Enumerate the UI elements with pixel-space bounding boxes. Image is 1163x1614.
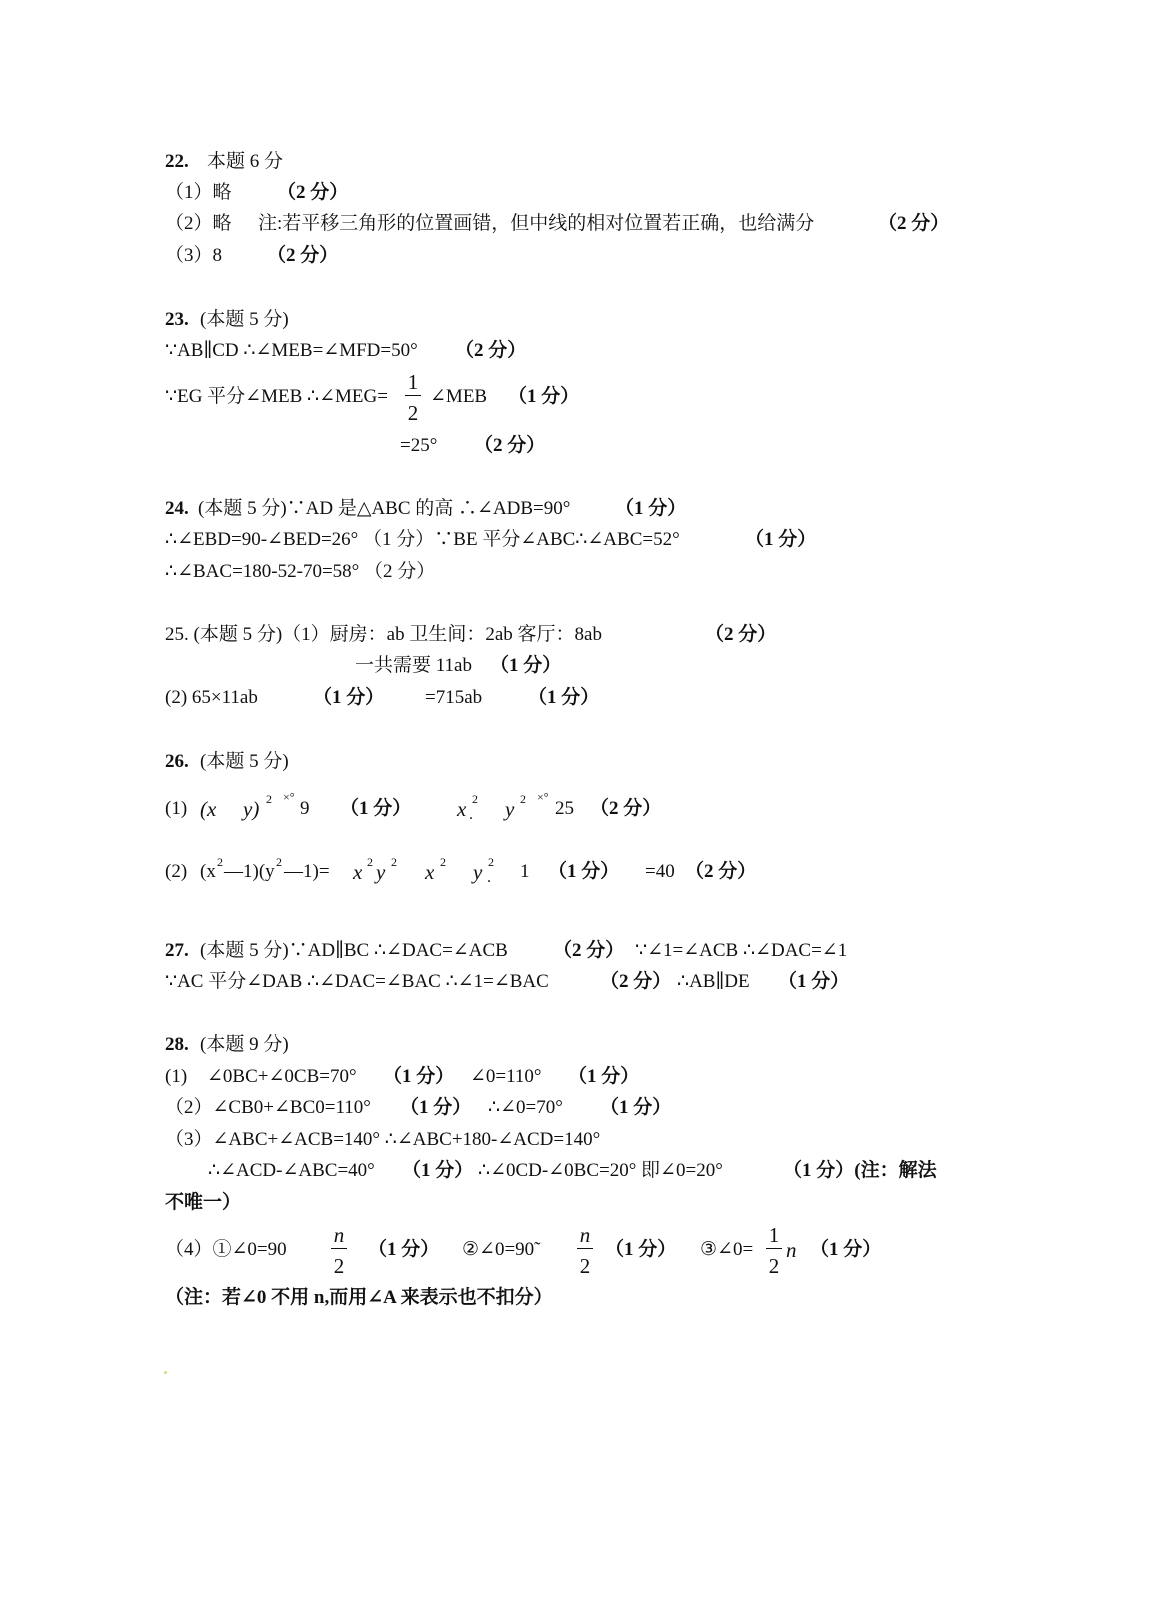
q26-line1-score1: （1 分） (340, 798, 412, 819)
fraction-numerator: n (333, 1223, 345, 1247)
q28-part4-a-text: （4）①∠0=90 (165, 1239, 287, 1260)
q28-line2-score1: （1 分） (400, 1097, 472, 1118)
q26-line2-part1: (x (200, 861, 216, 882)
q28-line6 (0, 1223, 1163, 1278)
q24-line1 (0, 497, 1163, 521)
q22-part2-answer: （2）略 (165, 213, 232, 234)
q26-line2-exp1: 2 (217, 855, 223, 869)
q22-title: 本题 6 分 (207, 151, 284, 172)
q23-line2-after: ∠MEB (430, 386, 488, 407)
q28-line4 (0, 1159, 1163, 1183)
q26-line2-exp2: 2 (276, 855, 282, 869)
q28-line2-mid: ∴∠0=70° (488, 1097, 563, 1118)
q23-line3-text: =25° (400, 435, 438, 456)
q25-line2-text: 一共需要 11ab (355, 655, 472, 676)
q22-part1-row (0, 181, 1163, 205)
q26-line1-open: (x (200, 797, 217, 821)
q28-line4-text: ∴∠ACD-∠ABC=40° (208, 1160, 375, 1181)
fraction-denominator: 2 (768, 1254, 780, 1278)
q25-line2 (0, 654, 1163, 678)
q25-line1-score: （2 分） (705, 624, 777, 645)
q22-part2-note: 注:若平移三角形的位置画错，但中线的相对位置若正确，也给满分 (258, 213, 815, 234)
q26-line2-exp5: 2 (440, 855, 446, 869)
q23-line2-score: （1 分） (508, 386, 580, 407)
q27-line2-score1: （2 分） (600, 971, 672, 992)
q28-line4-mid: ∴∠0CD-∠0BC=20° 即∠0=20° (478, 1160, 723, 1181)
q27-line2 (0, 970, 1163, 994)
fraction-denominator: 2 (333, 1254, 345, 1278)
q26-line2-x1: x (353, 860, 363, 884)
q26-line2-exp6: 2 (488, 855, 494, 869)
q23-line1-score: （2 分） (455, 340, 527, 361)
q23-line3-score: （2 分） (474, 435, 546, 456)
q26-line2-part3: —1)= (284, 861, 330, 882)
q22-part2-score: （2 分） (878, 213, 950, 234)
q28-line4-score2: （1 分）(注：解法 (783, 1160, 937, 1181)
q26-line1-x-exponent: 2 (472, 792, 478, 806)
q24-line2-score: （1 分） (745, 529, 817, 550)
q26-line1-close: y) (243, 797, 260, 821)
q28-line4-score1: （1 分） (402, 1160, 474, 1181)
q26-line2-exp4: 2 (391, 855, 397, 869)
q28-part4-c-score: （1 分） (810, 1239, 882, 1260)
q25-line3-score2: （1 分） (528, 687, 600, 708)
q27-line2-mid: ∴AB∥DE (677, 971, 750, 992)
q28-line1-label: (1) (165, 1066, 188, 1087)
q24-line2 (0, 528, 1163, 552)
q25-line2-score: （1 分） (490, 655, 562, 676)
q28-line3-text: （3）∠ABC+∠ACB=140° ∴∠ABC+180-∠ACD=140° (165, 1129, 601, 1150)
q27-line1-text: (本题 5 分)∵AD∥BC ∴∠DAC=∠ACB (200, 940, 508, 961)
q23-title: (本题 5 分) (200, 309, 289, 330)
q26-line1-y-exponent: 2 (520, 792, 526, 806)
q26-line2-exp3: 2 (367, 855, 373, 869)
q22-part2-row (0, 212, 1163, 236)
q26-line2-dot: . (487, 869, 491, 886)
q23-line1 (0, 339, 1163, 363)
fraction-bar (405, 395, 421, 396)
q24-line1-text: (本题 5 分)∵AD 是△ABC 的高 ∴∠ADB=90° (198, 498, 571, 519)
q26-line2-part2: —1)(y (224, 861, 275, 882)
q27-line2-score2: （1 分） (778, 971, 850, 992)
q27-line1-tail: ∵∠1=∠ACB ∴∠DAC=∠1 (635, 940, 848, 961)
q26-line1-label: (1) (165, 798, 188, 819)
q26-title-row (0, 750, 1163, 774)
q28-line1-mid: ∠0=110° (470, 1066, 542, 1087)
q26-line2-y2: y (473, 860, 483, 884)
fraction-numerator: n (579, 1223, 591, 1247)
q28-note-row (0, 1286, 1163, 1310)
q28-line3 (0, 1128, 1163, 1152)
q26-line2-x2: x (425, 860, 435, 884)
q23-line3 (0, 434, 1163, 458)
q26-line1-x: x (457, 797, 467, 821)
q28-line2-score2: （1 分） (600, 1097, 672, 1118)
q28-line1-score1: （1 分） (383, 1066, 455, 1087)
q26-line2-score1: （1 分） (548, 861, 620, 882)
q28-part4-b-text: ②∠0=90̃ (462, 1239, 535, 1260)
fraction-bar (331, 1248, 347, 1249)
q26-line2 (0, 855, 1163, 886)
q27-line1-score: （2 分） (553, 940, 625, 961)
q28-part4-c-variable: n (786, 1238, 797, 1262)
q23-title-row (0, 308, 1163, 332)
q27-number: 27. (165, 940, 189, 961)
q25-line3-result: =715ab (425, 687, 483, 708)
q22-part3-row (0, 244, 1163, 268)
q28-number: 28. (165, 1034, 189, 1055)
q22-title-row (0, 150, 1163, 174)
q28-title: (本题 9 分) (200, 1034, 289, 1055)
fraction-numerator: 1 (407, 370, 419, 394)
q25-line3-text: (2) 65×11ab (165, 687, 258, 708)
q25-line1-text: 25. (本题 5 分)（1）厨房：ab 卫生间：2ab 客厅：8ab (165, 624, 602, 645)
q24-line1-score: （1 分） (615, 498, 687, 519)
q28-line1-score2: （1 分） (568, 1066, 640, 1087)
q28-part4-c-text: ③∠0= (700, 1239, 754, 1260)
q28-line5 (0, 1191, 1163, 1215)
q26-line1-operator: ×° (283, 790, 295, 804)
q22-part1-answer: （1）略 (165, 182, 232, 203)
q26-line1-score2: （2 分） (590, 798, 662, 819)
q28-line2 (0, 1096, 1163, 1120)
q26-line1-value1: 9 (300, 798, 310, 819)
q28-part4-b-score: （1 分） (605, 1239, 677, 1260)
stray-dot (164, 1371, 167, 1374)
q22-part3-score: （2 分） (267, 245, 339, 266)
q28-part4-a-fraction (331, 1222, 347, 1279)
q26-line2-score2: （2 分） (685, 861, 757, 882)
fraction-denominator: 2 (579, 1254, 591, 1278)
q23-line2 (0, 370, 1163, 425)
q24-line2-text: ∴∠EBD=90-∠BED=26° （1 分）∵BE 平分∠ABC∴∠ABC=52° (165, 529, 680, 550)
q24-line3 (0, 560, 1163, 584)
fraction-bar (766, 1248, 782, 1249)
q26-line1-operator2: ×° (537, 790, 549, 804)
q26-line1-dot: . (469, 806, 473, 823)
q26-line2-y1: y (376, 860, 386, 884)
q24-line3-text: ∴∠BAC=180-52-70=58° （2 分） (165, 561, 436, 582)
q26-line1 (0, 790, 1163, 823)
q25-line3-score1: （1 分） (313, 687, 385, 708)
q26-line2-result: =40 (645, 861, 675, 882)
q24-number: 24. (165, 498, 189, 519)
q26-line1-value2: 25 (555, 798, 574, 819)
q23-number: 23. (165, 309, 189, 330)
q26-line1-exponent: 2 (266, 792, 272, 806)
q28-line2-text: （2）∠CB0+∠BC0=110° (165, 1097, 371, 1118)
q22-part1-score: （2 分） (277, 182, 349, 203)
q26-line2-one: 1 (520, 861, 530, 882)
q23-line1-text: ∵AB∥CD ∴∠MEB=∠MFD=50° (165, 340, 418, 361)
q22-number: 22. (165, 151, 189, 172)
q28-part4-a-score: （1 分） (368, 1239, 440, 1260)
q26-line1-y: y (505, 797, 515, 821)
fraction-bar (577, 1248, 593, 1249)
q28-line1-text: ∠0BC+∠0CB=70° (207, 1066, 357, 1087)
q28-note: （注：若∠0 不用 n,而用∠A 来表示也不扣分） (165, 1287, 553, 1308)
q23-fraction (405, 369, 421, 426)
q28-part4-c-fraction (766, 1222, 782, 1279)
q28-part4-b-fraction (577, 1222, 593, 1279)
fraction-numerator: 1 (768, 1223, 780, 1247)
q23-line2-text: ∵EG 平分∠MEB ∴∠MEG= (165, 386, 388, 407)
q28-title-row (0, 1033, 1163, 1057)
q25-line3 (0, 686, 1163, 710)
q28-line1 (0, 1065, 1163, 1089)
fraction-denominator: 2 (407, 401, 419, 425)
q22-part3-answer: （3）8 (165, 245, 223, 266)
q25-line1 (0, 623, 1163, 647)
q26-number: 26. (165, 751, 189, 772)
q27-line1 (0, 939, 1163, 963)
q27-line2-text: ∵AC 平分∠DAB ∴∠DAC=∠BAC ∴∠1=∠BAC (165, 971, 549, 992)
q26-line2-label: (2) (165, 861, 188, 882)
q28-line5-text: 不唯一） (165, 1192, 242, 1213)
q26-title: (本题 5 分) (200, 751, 289, 772)
